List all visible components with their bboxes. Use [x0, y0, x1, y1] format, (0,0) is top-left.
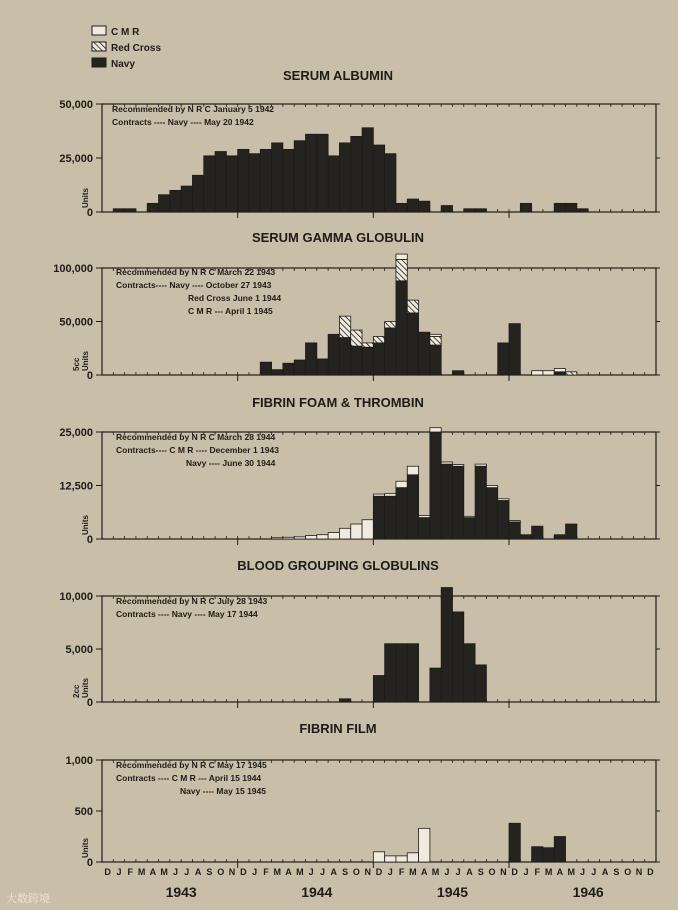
month-label: M [431, 867, 440, 877]
y-axis-label: Units [81, 678, 90, 698]
month-label: A [285, 867, 292, 877]
bar-navy [566, 203, 577, 212]
chart-note: Red Cross June 1 1944 [188, 293, 282, 303]
y-tick-label: 0 [86, 534, 93, 546]
bar-c-m-r [351, 524, 362, 539]
y-axis-label: Units [81, 515, 90, 535]
bar-navy [407, 475, 418, 539]
bar-navy [170, 190, 181, 212]
bar-red-cross [351, 330, 362, 346]
bar-navy [475, 209, 486, 212]
month-label: J [308, 867, 314, 877]
bar-c-m-r [498, 499, 509, 501]
y-tick-label: 25,000 [59, 427, 93, 439]
chart-fibrin-film [65, 721, 660, 869]
bar-navy [147, 203, 158, 212]
y-axis-label: Units [81, 838, 90, 858]
bar-navy [430, 432, 441, 539]
month-label: J [116, 867, 122, 877]
bar-navy [543, 848, 554, 862]
month-label: N [228, 867, 236, 877]
watermark-text: 大数跨境 [6, 892, 50, 905]
year-label: 1943 [165, 884, 197, 900]
bar-navy [452, 371, 463, 375]
bar-navy [283, 149, 294, 212]
bar-navy [306, 134, 317, 212]
month-label: J [387, 867, 393, 877]
bar-navy [407, 199, 418, 212]
bar-c-m-r [407, 466, 418, 475]
bar-navy [351, 346, 362, 375]
bar-navy [159, 195, 170, 212]
month-label: O [217, 867, 225, 877]
bar-navy [554, 535, 565, 539]
month-label: A [420, 867, 428, 877]
bar-navy [396, 644, 407, 702]
legend-label-navy: Navy [111, 59, 135, 70]
month-label: M [273, 867, 281, 877]
bar-navy [498, 343, 509, 375]
bar-c-m-r [396, 254, 407, 259]
chart-title: FIBRIN FOAM & THROMBIN [252, 395, 424, 410]
month-label: J [580, 867, 586, 877]
y-tick-label: 10,000 [59, 591, 93, 603]
bar-c-m-r [407, 853, 418, 862]
bar-c-m-r [543, 371, 554, 375]
month-label: S [477, 867, 484, 877]
bar-navy [317, 134, 328, 212]
bar-c-m-r [396, 856, 407, 862]
bar-c-m-r [385, 856, 396, 862]
bar-navy [351, 136, 362, 212]
bar-navy [204, 156, 215, 212]
bar-navy [362, 347, 373, 375]
bar-red-cross [430, 336, 441, 345]
bar-navy [520, 203, 531, 212]
month-label: M [544, 867, 553, 877]
month-label: D [647, 867, 654, 877]
bar-c-m-r [430, 334, 441, 336]
month-label: S [206, 867, 213, 877]
bar-navy [294, 141, 305, 212]
bar-c-m-r [294, 537, 305, 539]
chart-note: Recommended by N R C January 5 1942 [112, 104, 275, 114]
bar-navy [373, 676, 384, 703]
bar-navy [362, 128, 373, 212]
bar-red-cross [407, 300, 418, 313]
bar-navy [339, 338, 350, 375]
bar-navy [328, 334, 339, 375]
chart-note: Contracts ---- Navy ---- May 20 1942 [112, 117, 254, 127]
y-tick-label: 0 [86, 857, 93, 869]
bar-c-m-r [452, 465, 463, 467]
bar-red-cross [373, 336, 384, 342]
month-label: O [624, 867, 632, 877]
bar-navy [475, 665, 486, 702]
month-label: A [466, 867, 473, 877]
bar-navy [260, 149, 271, 212]
y-tick-label: 0 [86, 370, 93, 382]
bar-navy [113, 209, 124, 212]
chart-note: Recommended by N R C May 17 1945 [116, 760, 267, 770]
month-label: S [342, 867, 349, 877]
bar-navy [385, 154, 396, 212]
bar-navy [452, 466, 463, 539]
bar-c-m-r [464, 516, 475, 517]
bar-navy [419, 201, 430, 212]
bar-navy [226, 156, 237, 212]
bar-navy [554, 372, 565, 375]
bar-red-cross [566, 372, 577, 375]
bar-navy [373, 145, 384, 212]
bar-c-m-r [328, 533, 339, 539]
month-label: D [511, 867, 518, 877]
month-label: O [352, 867, 360, 877]
chart-note: Contracts ---- C M R --- April 15 1944 [116, 773, 262, 783]
month-label: J [172, 867, 178, 877]
chart-fibrin-foam-thrombin [59, 395, 660, 546]
bar-c-m-r [396, 481, 407, 487]
year-label: 1946 [572, 884, 604, 900]
bar-navy [260, 362, 271, 375]
bar-navy [125, 209, 136, 212]
month-label: M [296, 867, 304, 877]
bar-c-m-r [475, 464, 486, 466]
bar-red-cross [396, 259, 407, 280]
month-label: F [127, 867, 134, 877]
chart-note: Recommended by N R C March 22 1943 [116, 267, 276, 277]
month-label: A [330, 867, 338, 877]
bar-navy [475, 466, 486, 539]
bar-c-m-r [486, 486, 497, 488]
month-label: D [375, 867, 383, 877]
chart-serum-albumin [59, 68, 660, 219]
year-label: 1945 [436, 884, 469, 900]
chart-note: Recommended by N R C July 28 1943 [116, 596, 268, 606]
month-label: D [240, 867, 247, 877]
bar-navy [532, 847, 543, 862]
y-axis-label: Units [81, 351, 90, 371]
bar-navy [464, 209, 475, 212]
legend-swatch-cmr [92, 26, 106, 35]
chart-title: FIBRIN FILM [299, 721, 377, 736]
bar-navy [294, 360, 305, 375]
bar-navy [385, 328, 396, 375]
bar-navy [430, 345, 441, 375]
month-label: F [398, 867, 405, 877]
bar-c-m-r [385, 494, 396, 497]
y-tick-label: 12,500 [59, 480, 93, 493]
bar-c-m-r [532, 371, 543, 375]
month-label: S [613, 867, 620, 877]
bar-c-m-r [306, 536, 317, 539]
chart-note: Navy ---- May 15 1945 [180, 786, 266, 796]
bar-navy [396, 281, 407, 375]
bar-navy [430, 668, 441, 702]
bar-navy [272, 370, 283, 375]
chart-serum-gamma-globulin [53, 230, 660, 382]
chart-note: Recommended by N R C March 28 1944 [116, 432, 276, 442]
chart-title: BLOOD GROUPING GLOBULINS [237, 558, 439, 573]
bar-navy [385, 644, 396, 702]
bar-c-m-r [554, 369, 565, 372]
bar-c-m-r [272, 538, 283, 539]
y-tick-label: 50,000 [59, 99, 93, 111]
bar-navy [464, 644, 475, 702]
bar-c-m-r [419, 828, 430, 862]
bar-navy [441, 464, 452, 539]
bar-navy [407, 644, 418, 702]
bar-navy [520, 535, 531, 539]
bar-navy [419, 518, 430, 539]
bar-navy [215, 152, 226, 212]
bar-c-m-r [430, 428, 441, 432]
bar-navy [577, 209, 588, 212]
bar-navy [328, 156, 339, 212]
bar-navy [373, 496, 384, 539]
bar-navy [317, 359, 328, 375]
month-label: J [184, 867, 190, 877]
y-tick-label: 25,000 [59, 153, 93, 165]
bar-navy [532, 526, 543, 539]
month-label: A [149, 867, 157, 877]
month-label: M [409, 867, 417, 877]
bar-c-m-r [441, 462, 452, 464]
legend-swatch-navy [92, 58, 106, 67]
bar-navy [554, 837, 565, 863]
chart-title: SERUM GAMMA GLOBULIN [251, 230, 425, 245]
bar-c-m-r [339, 528, 350, 539]
bar-red-cross [362, 343, 373, 347]
bar-navy [249, 154, 260, 212]
legend [92, 26, 161, 70]
month-label: N [500, 867, 507, 877]
year-axis [166, 884, 604, 900]
month-label: N [364, 867, 371, 877]
month-label: J [523, 867, 529, 877]
chart-blood-grouping-globulins [59, 558, 660, 709]
bar-navy [509, 823, 520, 862]
bar-navy [486, 488, 497, 539]
y-tick-label: 0 [86, 207, 93, 219]
bar-navy [554, 203, 565, 212]
bar-red-cross [385, 322, 396, 328]
legend-label-cmr: C M R [111, 27, 140, 38]
chart-note: Contracts---- Navy ---- October 27 1943 [116, 280, 272, 290]
month-label: M [160, 867, 168, 877]
month-label: A [556, 867, 564, 877]
bar-navy [306, 343, 317, 375]
bar-navy [272, 143, 283, 212]
chart-note: Contracts---- C M R ---- December 1 1943 [116, 445, 279, 455]
month-label: M [567, 867, 575, 877]
y-tick-label: 50,000 [59, 316, 93, 329]
chart-note: Contracts ---- Navy ---- May 17 1944 [116, 609, 258, 619]
y-axis-label: 5cc [72, 357, 81, 371]
month-label: M [137, 867, 146, 877]
bar-navy [441, 588, 452, 702]
bar-navy [396, 203, 407, 212]
month-label: J [455, 867, 461, 877]
legend-swatch-red-cross [92, 42, 106, 51]
bar-red-cross [339, 316, 350, 337]
y-tick-label: 100,000 [53, 263, 93, 275]
month-label: J [252, 867, 258, 877]
bar-navy [385, 496, 396, 539]
bar-navy [339, 699, 350, 702]
month-label: J [319, 867, 325, 877]
y-tick-label: 0 [86, 697, 93, 709]
legend-label-red-cross: Red Cross [111, 43, 162, 54]
bar-navy [283, 363, 294, 375]
bar-navy [419, 332, 430, 375]
bar-navy [441, 206, 452, 212]
bar-navy [566, 524, 577, 539]
bar-navy [181, 186, 192, 212]
bar-c-m-r [317, 535, 328, 539]
chart-note: C M R --- April 1 1945 [188, 306, 273, 316]
bar-c-m-r [373, 852, 384, 862]
bar-navy [373, 343, 384, 375]
month-label: A [194, 867, 202, 877]
month-label: J [591, 867, 597, 877]
month-label: J [444, 867, 450, 877]
bar-navy [498, 500, 509, 539]
y-tick-label: 5,000 [65, 644, 93, 656]
y-tick-label: 500 [74, 806, 93, 818]
chart-note: Navy ---- June 30 1944 [186, 458, 276, 468]
bar-navy [238, 149, 249, 212]
month-label: F [263, 867, 269, 877]
year-label: 1944 [301, 884, 333, 900]
bar-navy [509, 522, 520, 539]
y-axis-label: 2cc [72, 684, 81, 698]
chart-title: SERUM ALBUMIN [282, 68, 394, 83]
bar-navy [192, 175, 203, 212]
bar-c-m-r [283, 537, 294, 539]
bar-navy [396, 488, 407, 539]
bar-navy [509, 324, 520, 375]
month-label: N [635, 867, 643, 877]
bar-navy [452, 612, 463, 702]
month-label: O [488, 867, 496, 877]
month-axis [104, 867, 654, 877]
month-label: A [601, 867, 609, 877]
bar-c-m-r [373, 494, 384, 496]
month-label: F [534, 867, 541, 877]
y-axis-label: Units [81, 188, 90, 208]
bar-c-m-r [362, 520, 373, 539]
bar-navy [407, 313, 418, 375]
bar-c-m-r [419, 515, 430, 517]
bar-navy [339, 143, 350, 212]
month-label: D [104, 867, 111, 877]
y-tick-label: 1,000 [65, 755, 93, 767]
bar-c-m-r [509, 521, 520, 522]
bar-navy [464, 518, 475, 539]
